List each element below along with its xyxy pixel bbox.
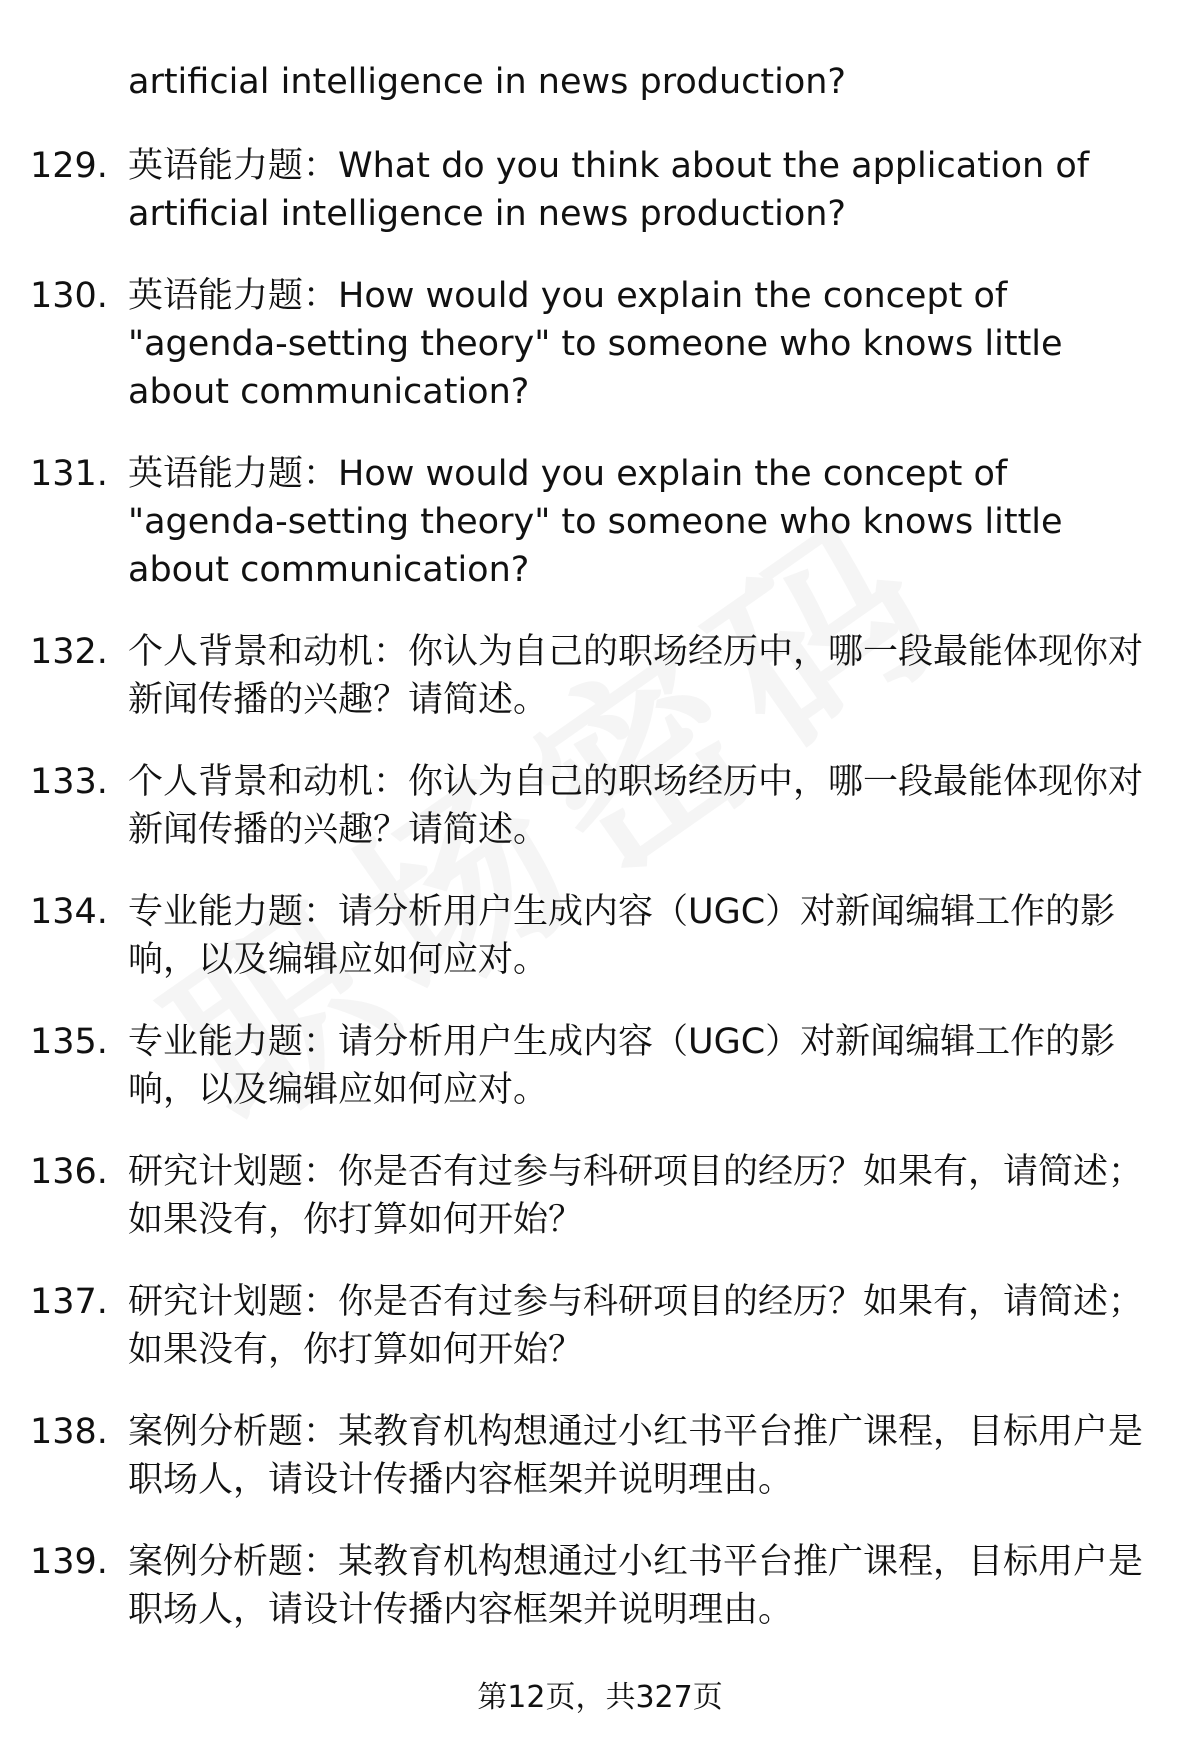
question-number: 138.	[30, 1412, 108, 1452]
question-text: 研究计划题：你是否有过参与科研项目的经历？如果有，请简述；如果没有，你打算如何开始？	[128, 1282, 1144, 1370]
question-text: 英语能力题：What do you think about the application of artificial intelligence in news production?	[128, 146, 1090, 234]
question-item	[30, 1408, 1170, 1504]
question-number: 134.	[30, 892, 108, 932]
question-item	[30, 758, 1170, 854]
question-number: 135.	[30, 1022, 108, 1062]
question-text: 英语能力题：How would you explain the concept of "agenda-setting theory" to someone who knows little about communication?	[128, 454, 1063, 590]
question-text: 案例分析题：某教育机构想通过小红书平台推广课程，目标用户是职场人，请设计传播内容框架并说明理由。	[128, 1412, 1144, 1500]
question-number: 129.	[30, 146, 108, 186]
question-number: 137.	[30, 1282, 108, 1322]
question-number: 133.	[30, 762, 108, 802]
question-number: 139.	[30, 1542, 108, 1582]
question-number: 130.	[30, 276, 108, 316]
question-number: 132.	[30, 632, 108, 672]
question-item	[30, 888, 1170, 984]
question-item	[30, 142, 1170, 238]
question-item	[30, 1018, 1170, 1114]
question-text: 专业能力题：请分析用户生成内容（UGC）对新闻编辑工作的影响，以及编辑应如何应对。	[128, 892, 1116, 980]
question-text: 个人背景和动机：你认为自己的职场经历中，哪一段最能体现你对新闻传播的兴趣？请简述。	[128, 762, 1144, 850]
question-item	[30, 450, 1170, 594]
question-list	[30, 142, 1170, 1668]
question-text: 案例分析题：某教育机构想通过小红书平台推广课程，目标用户是职场人，请设计传播内容框架并说明理由。	[128, 1542, 1144, 1630]
question-text: 英语能力题：How would you explain the concept of "agenda-setting theory" to someone who knows little about communication?	[128, 276, 1063, 412]
question-item	[30, 1148, 1170, 1244]
question-item	[30, 1538, 1170, 1634]
question-item	[30, 272, 1170, 416]
question-text: 个人背景和动机：你认为自己的职场经历中，哪一段最能体现你对新闻传播的兴趣？请简述。	[128, 632, 1144, 720]
continuation-text: artificial intelligence in news production?	[128, 62, 847, 102]
question-item	[30, 1278, 1170, 1374]
question-number: 136.	[30, 1152, 108, 1192]
question-item	[30, 628, 1170, 724]
question-text: 研究计划题：你是否有过参与科研项目的经历？如果有，请简述；如果没有，你打算如何开始？	[128, 1152, 1144, 1240]
question-number: 131.	[30, 454, 108, 494]
question-text: 专业能力题：请分析用户生成内容（UGC）对新闻编辑工作的影响，以及编辑应如何应对。	[128, 1022, 1116, 1110]
page-number-footer: 第12页，共327页	[477, 1680, 723, 1715]
